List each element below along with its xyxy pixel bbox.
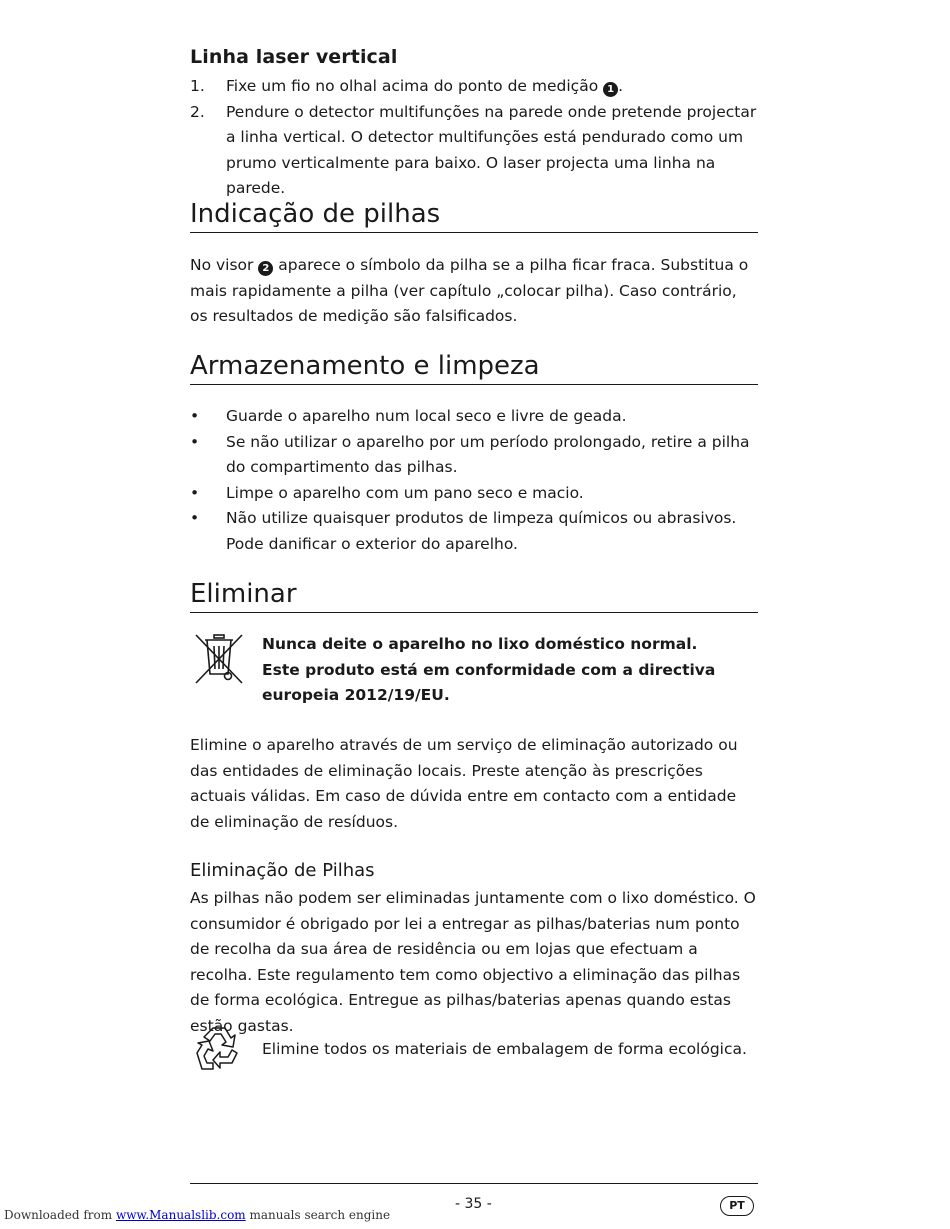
list-item: • Limpe o aparelho com um pano seco e macio.	[190, 481, 758, 507]
page-number: - 35 -	[455, 1196, 492, 1212]
section-heading-storage: Armazenamento e limpeza	[190, 350, 758, 385]
packaging-disposal-note: Elimine todos os materiais de embalagem de forma ecológica.	[262, 1040, 747, 1058]
crossed-out-wheelie-bin-icon	[194, 632, 244, 686]
disposal-warning: Nunca deite o aparelho no lixo doméstico normal. Este produto está em conformidade com a directiva europeia 2012/19/EU.	[262, 635, 716, 704]
bullet: •	[190, 483, 200, 502]
list-item: • Não utilize quaisquer produtos de limpeza químicos ou abrasivos. Pode danificar o exterior do aparelho.	[190, 506, 758, 557]
subsection-heading-vertical-laser: Linha laser vertical	[190, 46, 398, 68]
section-heading-battery: Indicação de pilhas	[190, 198, 758, 233]
language-badge: PT	[720, 1196, 754, 1216]
step-number: 2.	[190, 102, 205, 121]
storage-list	[190, 404, 758, 557]
battery-paragraph: No visor 2 aparece o símbolo da pilha se a pilha ficar fraca. Substitua o mais rapidamente a pilha (ver capítulo „colocar pilha). Caso contrário, os resultados de medição são falsificados.	[190, 256, 749, 325]
reference-marker-2: 2	[258, 261, 273, 276]
bullet: •	[190, 407, 200, 425]
step-number: 1.	[190, 77, 205, 95]
step-item: 1. Fixe um fio no olhal acima do ponto de medição 1 .	[190, 74, 758, 100]
section-heading-dispose: Eliminar	[190, 578, 758, 613]
step-text: Pendure o detector multifunções na parede onde pretende projectar a linha vertical. O detector multifunções está pendurado como um prumo verticalmente para baixo. O laser projecta uma linha na parede.	[226, 102, 757, 197]
disposal-paragraph: Elimine o aparelho através de um serviço de eliminação autorizado ou das entidades de eliminação locais. Preste atenção às prescrições actuais válidas. Em caso de dúvida entre em contacto com a entidade de eliminação de resíduos.	[190, 736, 738, 831]
document-page	[190, 0, 758, 1229]
step-item	[190, 100, 758, 202]
vertical-laser-steps	[190, 74, 758, 202]
footer-divider	[190, 1183, 758, 1184]
list-item: • Se não utilizar o aparelho por um período prolongado, retire a pilha do compartimento das pilhas.	[190, 430, 758, 481]
bullet: •	[190, 432, 200, 451]
list-item: • Guarde o aparelho num local seco e livre de geada.	[190, 404, 758, 430]
recycle-icon	[193, 1023, 245, 1073]
manualslib-link[interactable]: www.Manualslib.com	[115, 1208, 246, 1222]
subsection-heading-battery-disposal: Eliminação de Pilhas	[190, 860, 375, 881]
bullet: •	[190, 509, 200, 527]
download-note: Downloaded from www.Manualslib.com manuals search engine	[4, 1208, 391, 1222]
reference-marker-1: 1	[603, 82, 618, 97]
battery-disposal-paragraph: As pilhas não podem ser eliminadas juntamente com o lixo doméstico. O consumidor é obrigado por lei a entregar as pilhas/baterias num ponto de recolha da sua área de residência ou em lojas que efectuam a recolha. Este regulamento tem como objectivo a eliminação das pilhas de forma ecológica. Entregue as pilhas/baterias apenas quando estas estão gastas.	[190, 889, 756, 1035]
step-text: Fixe um fio no olhal acima do ponto de medição	[226, 77, 604, 95]
